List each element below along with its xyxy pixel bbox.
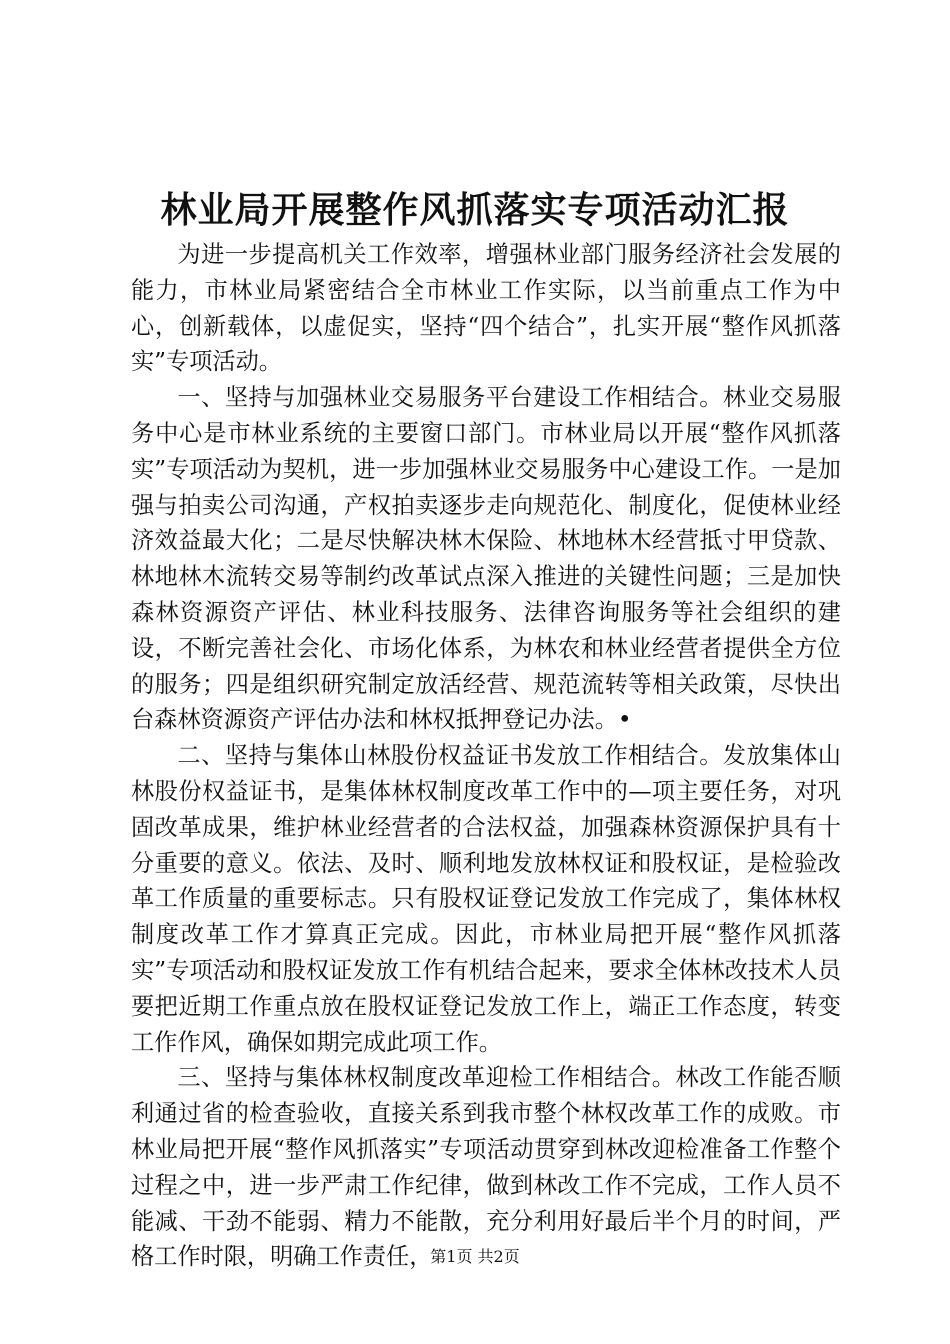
paragraph-intro: 为进一步提高机关工作效率，增强林业部门服务经济社会发展的能力，市林业局紧密结合全市林业工作实际，以当前重点工作为中心，创新载体，以虚促实，坚持“四个结合”，扎实开展“整作风抓落实”专项活动。	[131, 241, 841, 376]
paragraph-section-1: 一、坚持与加强林业交易服务平台建设工作相结合。林业交易服务中心是市林业系统的主要窗口部门。市林业局以开展“整作风抓落实”专项活动为契机，进一步加强林业交易服务中心建设工作。一是加强与拍卖公司沟通，产权拍卖逐步走向规范化、制度化，促使林业经济效益最大化；二是尽快解决林木保险、林地林木经营抵寸甲贷款、林地林木流转交易等制约改革试点深入推进的关键性问题；三是加快森林资源资产评估、林业科技服务、法律咨询服务等社会组织的建设，不断完善社会化、市场化体系，为林农和林业经营者提供全方位的服务；四是组织研究制定放活经营、规范流转等相关政策，尽快出台森林资源资产评估办法和林权抵押登记办法。•	[131, 384, 841, 734]
page-footer: 第1页 共2页	[430, 1247, 520, 1266]
document-body	[131, 237, 841, 1275]
paragraph-section-2: 二、坚持与集体山林股份权益证书发放工作相结合。发放集体山林股份权益证书，是集体林权制度改革工作中的—项主要任务，对巩固改革成果，维护林业经营者的合法权益，加强森林资源保护具有十分重要的意义。依法、及时、顺利地发放林权证和股权证，是检验改革工作质量的重要标志。只有股权证登记发放工作完成了，集体林权制度改革工作才算真正完成。因此，市林业局把开展“整作风抓落实”专项活动和股权证发放工作有机结合起来，要求全体林改技术人员要把近期工作重点放在股权证登记发放工作上，端正工作态度，转变工作作风，确保如期完成此项工作。	[131, 742, 841, 1056]
paragraph-section-3: 三、坚持与集体林权制度改革迎检工作相结合。林改工作能否顺利通过省的检查验收，直接关系到我市整个林权改革工作的成败。市林业局把开展“整作风抓落实”专项活动贯穿到林改迎检准备工作整个过程之中，进一步严肃工作纪律，做到林改工作不完成，工作人员不能减、干劲不能弱、精力不能散，充分利用好最后半个月的时间，严格工作时限，明确工作责任，	[131, 1064, 841, 1271]
document-title: 林业局开展整作风抓落实专项活动汇报	[160, 189, 790, 231]
